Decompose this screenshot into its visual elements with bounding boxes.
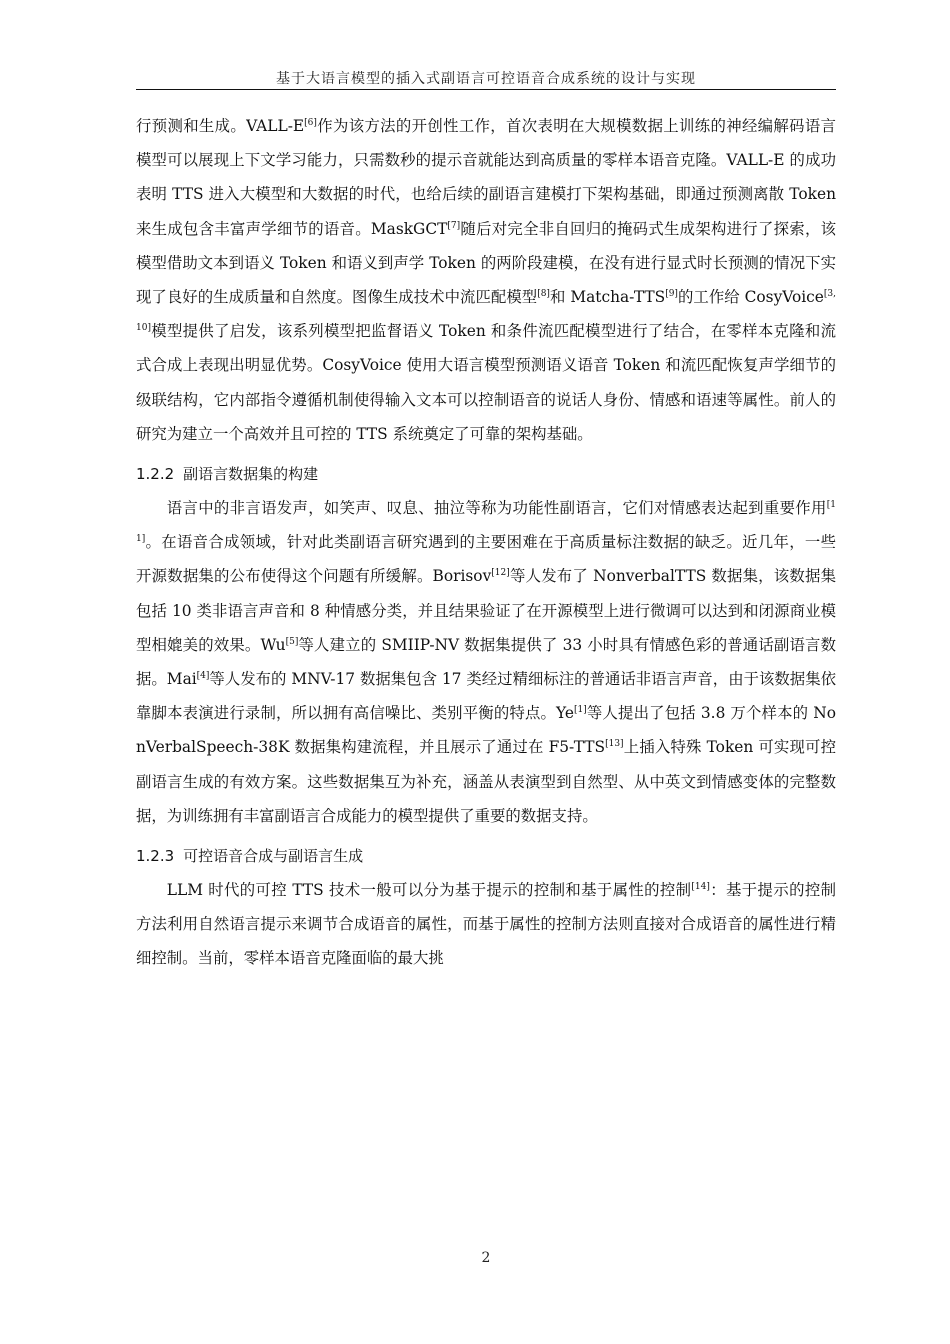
text-run: LLM 时代的可控 TTS 技术一般可以分为基于提示的控制和基于属性的控制 [166, 881, 692, 900]
section-heading-1-2-3 [136, 839, 836, 873]
citation-ref: [7] [447, 220, 461, 231]
citation-ref: [8] [537, 288, 550, 299]
text-run: 等人发布了 NonverbalTTS 数据集，该数据集包括 10 类非语言声音和 8 种情感分类，并且结果验证了在开源模型上进行微调可以达到和闭源商业模型相媲美的效果。Wu [136, 567, 837, 654]
text-run: 等人发布的 MNV-17 数据集包含 17 类经过精细标注的普通话非语言声音，由于该数据集依靠脚本表演进行录制，所以拥有高信噪比、类别平衡的特点。Ye [136, 670, 836, 723]
text-run: 行预测和生成。VALL-E [136, 117, 305, 135]
citation-ref: [13] [605, 739, 624, 750]
text-run: 的工作给 CosyVoice [677, 288, 824, 307]
text-run: 等人建立的 SMIIP-NV 数据集提供了 33 小时具有情感色彩的普通话副语言数据。Mai [136, 635, 836, 689]
text-run: 随后对完全非自回归的掩码式生成架构进行了探索，该模型借助文本到语义 Token 和语义到声学 Token 的两阶段建模，在没有进行显式时长预测的情况下实现了良好的生成质量和自然度。图像生成技术中流匹配模型 [136, 219, 836, 307]
text-run: ：基于提示的控制方法利用自然语言提示来调节合成语音的属性，而基于属性的控制方法则直接对合成语音的属性进行精细控制。当前，零样本语音克隆面临的最大挑 [136, 881, 836, 968]
text-run: 作为该方法的开创性工作，首次表明在大规模数据上训练的神经编解码语言模型可以展现上下文学习能力，只需数秒的提示音就能达到高质量的零样本语音克隆。VALL-E 的成功表明 TTS 进入大模型和大数据的时代，也给后续的副语言建模打下架构基础，即通过预测离散 Token 来生成包含丰富声学细节的语音。MaskGCT [136, 117, 836, 238]
citation-ref: [5] [285, 636, 299, 647]
text-run: 。在语音合成领域，针对此类副语言研究遇到的主要困难在于高质量标注数据的缺乏。近几年，一些开源数据集的公布使得这个问题有所缓解。Borisov [136, 533, 836, 586]
text-run: 上插入特殊 Token 可实现可控副语言生成的有效方案。这些数据集互为补充，涵盖从表演型到自然型、从中英文到情感变体的完整数据，为训练拥有丰富副语言合成能力的模型提供了重要的数据支持。 [136, 738, 836, 825]
paragraph-paralinguistic-datasets [136, 491, 836, 833]
citation-ref: [14] [691, 881, 710, 892]
citation-ref: [12] [491, 568, 510, 579]
citation-ref: [6] [304, 117, 317, 128]
page-body [136, 109, 836, 976]
section-number: 1.2.2 [136, 465, 175, 484]
paragraph-controllable-tts [136, 873, 836, 976]
section-number: 1.2.3 [136, 847, 175, 866]
running-header: 基于大语言模型的插入式副语言可控语音合成系统的设计与实现 [276, 71, 696, 87]
text-run: 语言中的非言语发声，如笑声、叹息、抽泣等称为功能性副语言，它们对情感表达起到重要作用 [166, 499, 827, 518]
text-run: 等人提出了包括 3.8 万个样本的 NonVerbalSpeech-38K 数据集构建流程，并且展示了通过在 F5-TTS [136, 704, 836, 757]
text-run: 和 Matcha-TTS [549, 288, 666, 307]
text-run: 模型提供了启发，该系列模型把监督语义 Token 和条件流匹配模型进行了结合，在零样本克隆和流式合成上表现出明显优势。CosyVoice 使用大语言模型预测语义语音 Token 和流匹配恢复声学细节的级联结构，它内部指令遵循机制使得输入文本可以控制语音的说话人身份、情感和语速等属性。前人的研究为建立一个高效并且可控的 TTS 系统奠定了可靠的架构基础。 [136, 322, 836, 443]
section-title: 副语言数据集的构建 [183, 465, 319, 484]
citation-ref: [11] [136, 499, 836, 545]
header-rule [136, 89, 836, 90]
section-heading-1-2-2 [136, 457, 836, 491]
citation-ref: [4] [196, 670, 210, 681]
paragraph-tts-architectures [136, 109, 836, 451]
citation-ref: [3,10] [136, 288, 836, 334]
citation-ref: [1] [574, 705, 587, 716]
page-number: 2 [481, 1250, 491, 1266]
citation-ref: [9] [665, 288, 678, 299]
section-title: 可控语音合成与副语言生成 [183, 847, 364, 866]
